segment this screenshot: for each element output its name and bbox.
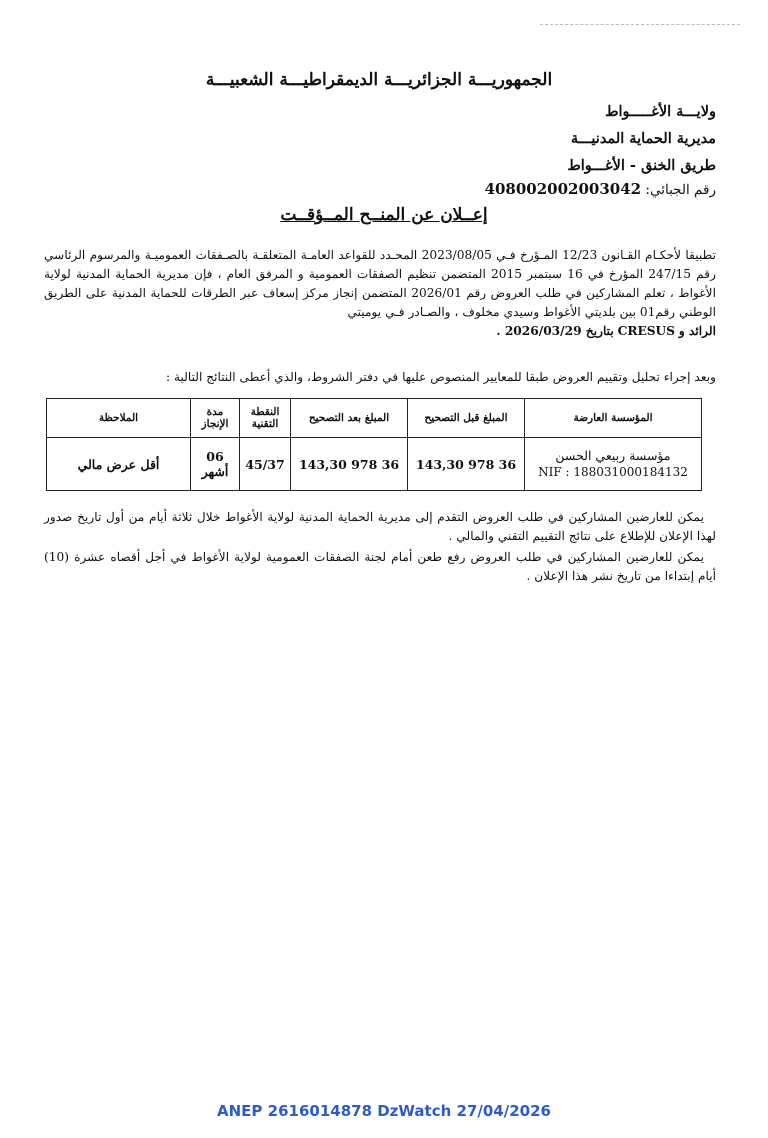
directorate-line: مديرية الحماية المدنيـــة: [570, 130, 716, 147]
bidder-nif: NIF : 188031000184132: [538, 465, 688, 479]
announcement-paragraph: [44, 246, 716, 341]
results-intro: وبعد إجراء تحليل وتقييم العروض طبقا للمعايير المنصوص عليها في دفتر الشروط، والذي أعطى النتائج التالية :: [165, 370, 716, 384]
anep-watermark: ANEP 2616014878 DzWatch 27/04/2026: [217, 1102, 551, 1120]
issuer-block: [456, 98, 716, 179]
tax-number-value: 408002002003042: [484, 180, 642, 198]
header-score: النقطة التقنية: [240, 399, 291, 438]
closing-paragraph-1: يمكن للعارضين المشاركين في طلب العروض التقدم إلى مديرية الحماية المدنية لولاية الأغواط خلال ثلاثة أيام من أول تاريخ صدور لهذا الإعلان للإطلاع على نتائج التقييم التقني والمالي .: [44, 510, 716, 543]
header-duration: مدة الإنجاز: [191, 399, 240, 438]
bidder-name: مؤسسة ربيعي الحسن: [555, 448, 671, 463]
results-table: [46, 398, 702, 491]
cell-bidder: [525, 438, 702, 491]
wilaya-line: ولايـــة الأغـــــواط: [605, 103, 716, 120]
closing-section: [44, 508, 716, 588]
tax-number-label: رقم الجبائي:: [645, 182, 716, 198]
header-note: الملاحظة: [47, 399, 191, 438]
header-before: المبلغ قبل التصحيح: [408, 399, 525, 438]
address-line: طريق الخنق - الأغـــواط: [567, 157, 716, 174]
closing-paragraph-2: يمكن للعارضين المشاركين في طلب العروض رفع طعن أمام لجنة الصفقات العمومية لولاية الأغواط في أجل أقصاه عشرة (10) أيام إبتداءا من تاريخ نشر هذا الإعلان .: [44, 550, 716, 583]
cell-before: 36 978 143,30: [408, 438, 525, 491]
cell-duration: 06 أشهر: [191, 438, 240, 491]
publication-date: بتاريخ 2026/03/29 .: [496, 324, 614, 338]
newspaper-2: CRESUS: [617, 324, 675, 338]
paragraph-text: تطبيقا لأحكـام القـانون 12/23 المـؤرخ فـي 2023/08/05 المحـدد للقواعد العامـة المتعلقـة بالصـفقات العموميـة والمرسوم الرئاسي رقم 247/15 المؤرخ في 16 سبتمبر 2015 المتضمن تنظيم الصفقات العمومية و المرفق العام ، فإن مديرية الحماية المدنية لولاية الأغواط ، تعلم المشاركين في طلب العروض رقم 2026/01 المتضمن إنجاز مركز إسعاف عبر الطرقات للحماية المدنية على الطريق الوطني رقم01 بين بلديتي الأغواط وسيدي مخلوف ، والصـادر فـي يوميتي: [44, 248, 716, 319]
cell-note: أقل عرض مالي: [47, 438, 191, 491]
announcement-title: إعــلان عن المنــح المــؤقــت: [280, 205, 488, 225]
cell-after: 36 978 143,30: [291, 438, 408, 491]
table-row: [47, 438, 702, 491]
header-after: المبلغ بعد التصحيح: [291, 399, 408, 438]
top-dashed-rule: [540, 24, 740, 25]
republic-heading: الجمهوريـــة الجزائريـــة الديمقراطيـــة الشعبيـــة: [205, 70, 553, 90]
cell-score: 45/37: [240, 438, 291, 491]
newspaper-1: الرائد و: [678, 324, 716, 338]
tax-number-line: [396, 180, 716, 198]
header-bidder: المؤسسة العارضة: [525, 399, 702, 438]
table-header-row: [47, 399, 702, 438]
